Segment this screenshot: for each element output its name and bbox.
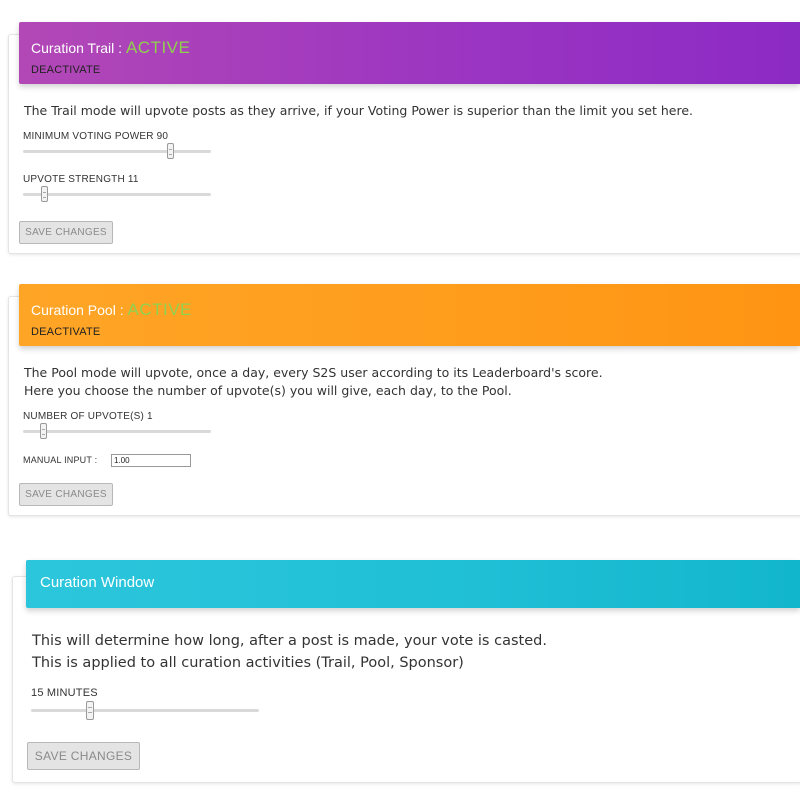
manual-input-label: MANUAL INPUT : bbox=[23, 455, 98, 465]
upvote-strength-thumb[interactable] bbox=[41, 186, 48, 202]
num-upvotes-track bbox=[23, 430, 211, 433]
num-upvotes-label: NUMBER OF UPVOTE(S) 1 bbox=[23, 411, 153, 422]
curation-pool-status: ACTIVE bbox=[127, 300, 192, 319]
curation-pool-deactivate-link[interactable]: DEACTIVATE bbox=[31, 326, 101, 338]
curation-pool-description bbox=[24, 364, 603, 400]
curation-trail-header bbox=[19, 22, 800, 84]
upvote-strength-track bbox=[23, 193, 211, 196]
min-voting-power-thumb[interactable] bbox=[167, 143, 174, 159]
curation-trail-description bbox=[24, 102, 693, 120]
curation-pool-title bbox=[31, 300, 800, 320]
curation-pool-description-line2: Here you choose the number of upvote(s) you will give, each day, to the Pool. bbox=[24, 383, 512, 398]
num-upvotes-thumb[interactable] bbox=[40, 423, 47, 439]
manual-input-field[interactable] bbox=[111, 454, 191, 467]
min-voting-power-track bbox=[23, 150, 211, 153]
curation-trail-description-text: The Trail mode will upvote posts as they arrive, if your Voting Power is superior than the limit you set here. bbox=[24, 103, 693, 118]
trail-save-changes-button[interactable]: SAVE CHANGES bbox=[19, 221, 113, 244]
num-upvotes-slider[interactable] bbox=[23, 425, 211, 437]
curation-trail-title bbox=[31, 38, 800, 58]
curation-pool-description-line1: The Pool mode will upvote, once a day, every S2S user according to its Leaderboard's score. bbox=[24, 365, 603, 380]
curation-window-title: Curation Window bbox=[40, 574, 155, 591]
curation-window-description bbox=[32, 630, 547, 674]
curation-minutes-track bbox=[31, 709, 259, 712]
window-save-changes-button[interactable]: SAVE CHANGES bbox=[27, 742, 140, 770]
curation-trail-title-text: Curation Trail : bbox=[31, 40, 123, 56]
curation-window-description-line1: This will determine how long, after a post is made, your vote is casted. bbox=[32, 633, 547, 649]
curation-window-description-line2: This is applied to all curation activities (Trail, Pool, Sponsor) bbox=[32, 655, 464, 671]
min-voting-power-label: MINIMUM VOTING POWER 90 bbox=[23, 131, 169, 142]
upvote-strength-label: UPVOTE STRENGTH 11 bbox=[23, 174, 139, 185]
curation-window-header bbox=[26, 560, 800, 608]
curation-pool-title-text: Curation Pool : bbox=[31, 302, 124, 318]
min-voting-power-slider[interactable] bbox=[23, 145, 211, 157]
curation-minutes-label: 15 MINUTES bbox=[31, 687, 98, 699]
curation-trail-deactivate-link[interactable]: DEACTIVATE bbox=[31, 64, 101, 76]
curation-minutes-thumb[interactable] bbox=[86, 701, 94, 720]
curation-minutes-slider[interactable] bbox=[31, 704, 259, 716]
upvote-strength-slider[interactable] bbox=[23, 188, 211, 200]
curation-pool-header bbox=[19, 284, 800, 346]
curation-trail-status: ACTIVE bbox=[125, 38, 191, 57]
pool-save-changes-button[interactable]: SAVE CHANGES bbox=[19, 483, 113, 506]
